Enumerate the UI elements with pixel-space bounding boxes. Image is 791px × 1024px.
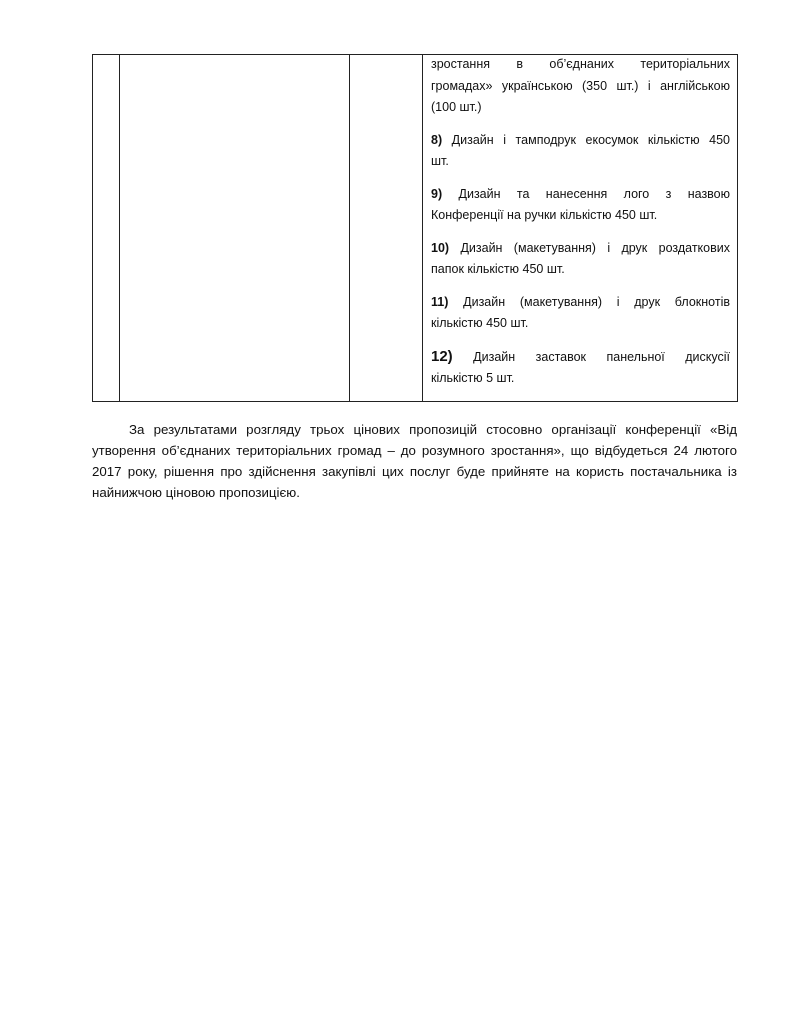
- item-line-first: [431, 238, 730, 260]
- item-line: кількістю 450 шт.: [431, 316, 529, 330]
- item-line: кількістю 5 шт.: [431, 371, 515, 385]
- item-line: Дизайн та нанесення лого з назвою: [458, 186, 730, 201]
- item-line-first: [431, 292, 730, 314]
- item-line: Дизайн (макетування) і друк роздаткових: [460, 240, 730, 255]
- list-item: [431, 184, 730, 227]
- item-line: папок кількістю 450 шт.: [431, 262, 565, 276]
- item-line: Дизайн заставок панельної дискусії: [473, 349, 730, 364]
- item-line: Дизайн і тамподрук екосумок кількістю 450: [451, 132, 730, 147]
- list-item: [431, 346, 730, 390]
- item-line: (100 шт.): [431, 100, 482, 114]
- item-number: 9): [431, 186, 443, 201]
- item-number: 12): [431, 347, 453, 365]
- table-cell-empty: [350, 55, 423, 402]
- item-number: 8): [431, 132, 443, 147]
- item-number: 10): [431, 240, 450, 255]
- list-item: [431, 238, 730, 281]
- item-line: шт.: [431, 154, 449, 168]
- item-line-first: [431, 184, 730, 206]
- table-row: [93, 55, 738, 402]
- item-list: [423, 54, 737, 390]
- table-cell-name: [120, 55, 350, 402]
- list-item: [431, 130, 730, 173]
- conclusion-paragraph: За результатами розгляду трьох цінових пропозицій стосовно організації конференції «Від утворення об’єднаних територіальних громад – до розумного зростання», що відбудеться 24 лютого 2017 року, рішення про здійснення закупівлі цих послуг буде прийняте на користь постачальника із найнижчою ціновою пропозицією.: [92, 422, 737, 500]
- item-number: 11): [431, 294, 449, 309]
- item-line: зростання в об’єднаних територіальних: [431, 57, 730, 71]
- item-line-first: [431, 346, 730, 369]
- list-item: [431, 292, 730, 335]
- list-item: [431, 54, 730, 119]
- table-cell-description: [423, 55, 738, 402]
- item-line-first: [431, 130, 730, 152]
- item-line: громадах» українською (350 шт.) і англійською: [431, 78, 730, 93]
- procurement-table: [92, 54, 738, 402]
- item-line: Конференції на ручки кількістю 450 шт.: [431, 208, 658, 222]
- item-line: Дизайн (макетування) і друк блокнотів: [463, 294, 730, 309]
- table-cell-number: [93, 55, 120, 402]
